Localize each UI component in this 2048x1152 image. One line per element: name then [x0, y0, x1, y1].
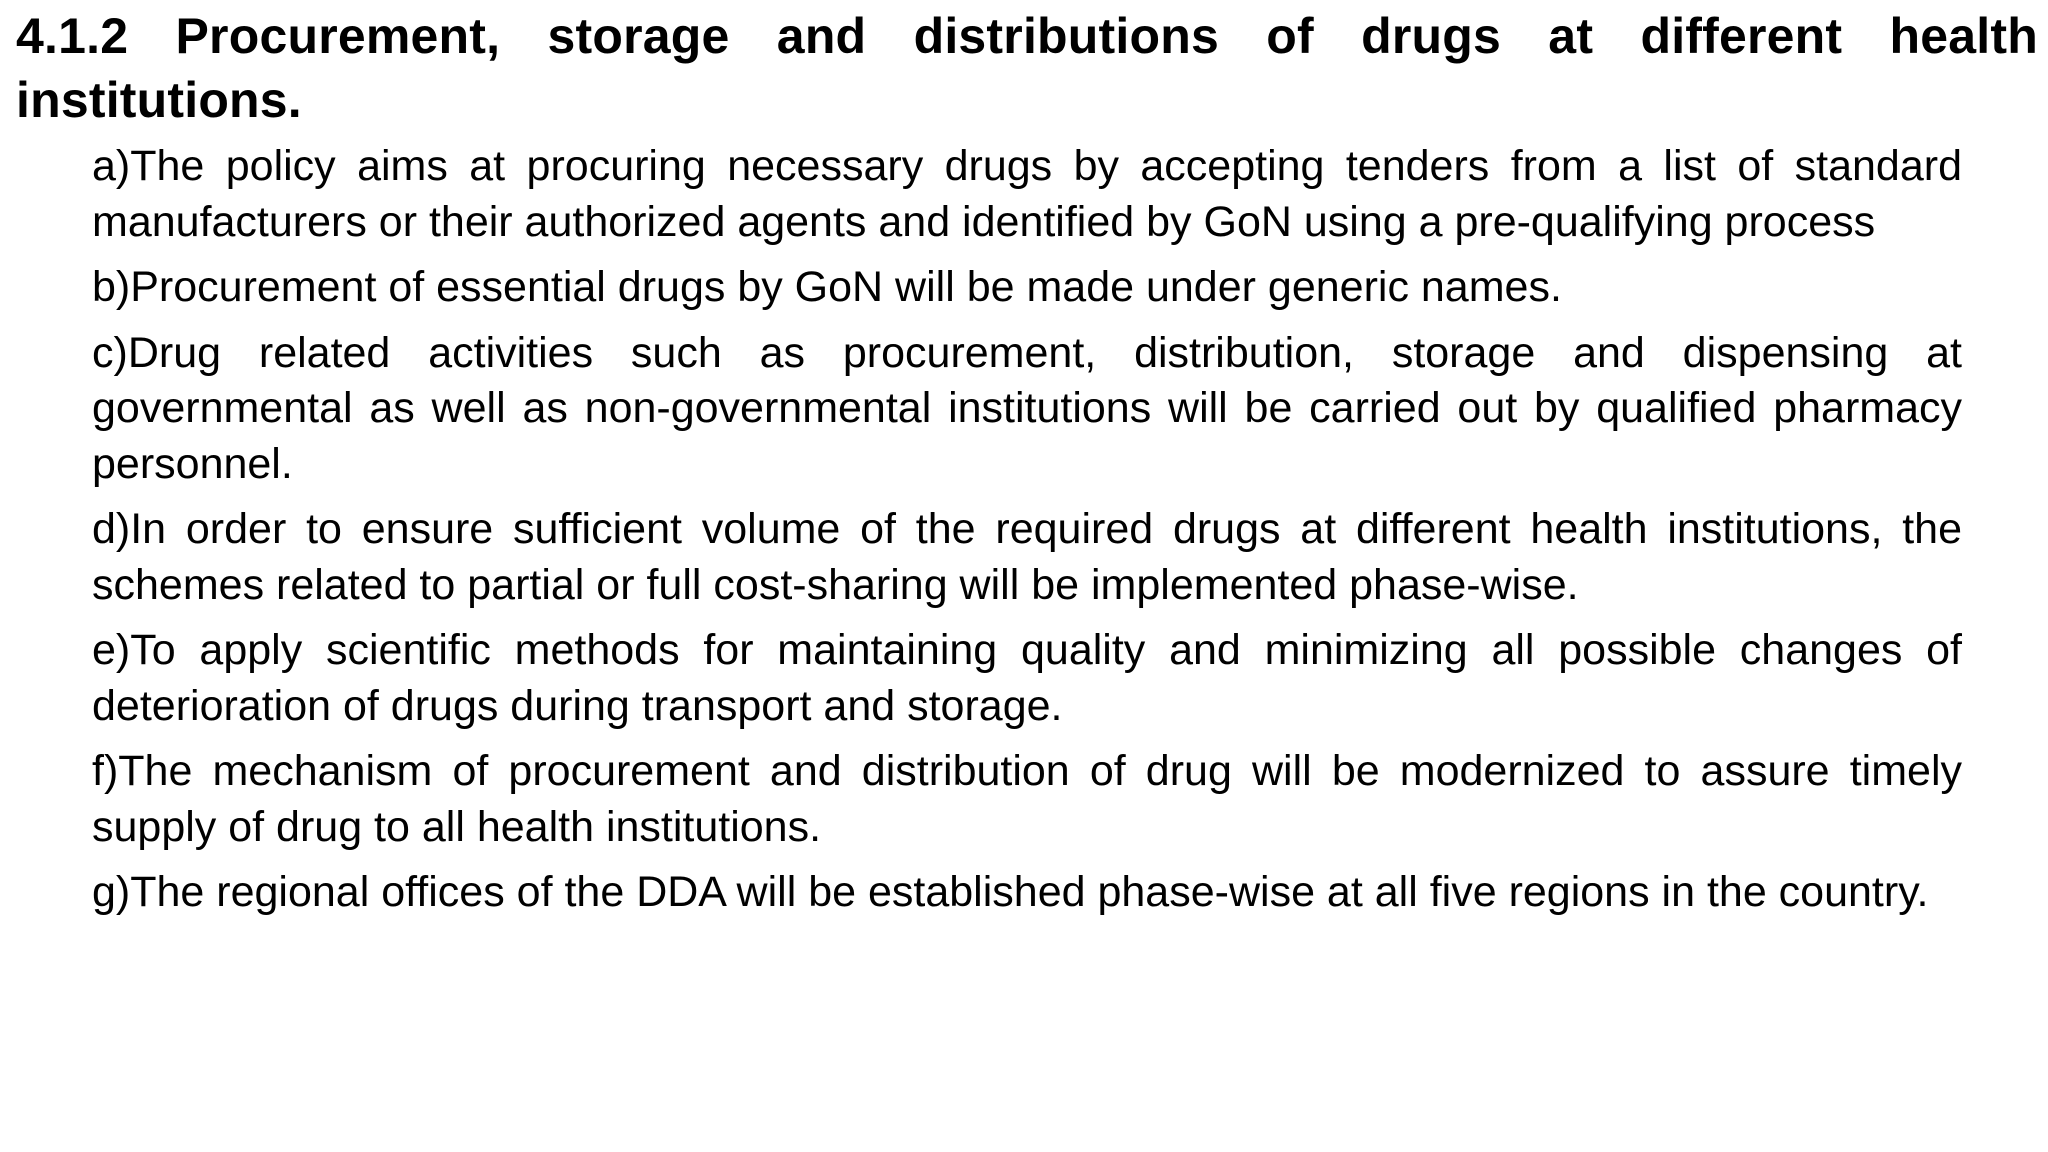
policy-item-a: a)The policy aims at procuring necessary drugs by accepting tenders from a list of standard manufacturers or their authorized agents and identified by GoN using a pre-qualifying process	[92, 142, 1962, 246]
policy-item-g: g)The regional offices of the DDA will be established phase-wise at all five regions in the country.	[92, 868, 1929, 916]
policy-item-c: c)Drug related activities such as procurement, distribution, storage and dispensing at governmental as well as non-governmental institutions will be carried out by qualified pharmacy personnel.	[92, 328, 1962, 488]
policy-item-d: d)In order to ensure sufficient volume of the required drugs at different health institutions, the schemes related to partial or full cost-sharing will be implemented phase-wise.	[92, 505, 1962, 609]
policy-item-f: f)The mechanism of procurement and distribution of drug will be modernized to assure timely supply of drug to all health institutions.	[92, 747, 1962, 851]
policy-list	[16, 139, 1962, 921]
section-heading: 4.1.2 Procurement, storage and distributions of drugs at different health institutions.	[16, 8, 2038, 128]
policy-item-e: e)To apply scientific methods for maintaining quality and minimizing all possible changes of deterioration of drugs during transport and storage.	[92, 626, 1962, 730]
policy-item-b: b)Procurement of essential drugs by GoN will be made under generic names.	[92, 263, 1562, 311]
